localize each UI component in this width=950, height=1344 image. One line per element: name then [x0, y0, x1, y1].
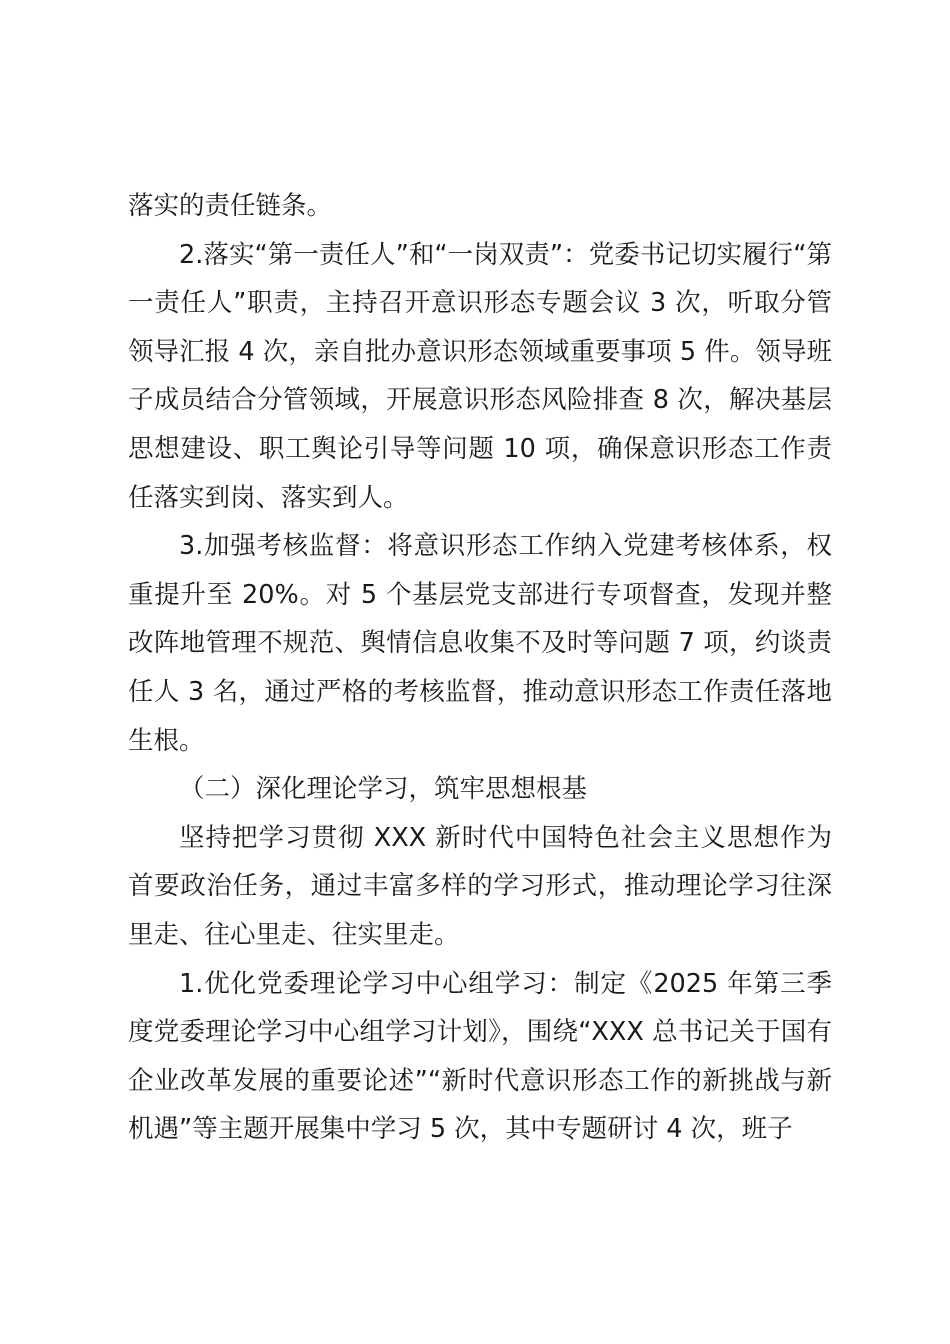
section-heading: （二）深化理论学习，筑牢思想根基 [179, 774, 588, 805]
paragraph-continuation: 落实的责任链条。 [128, 191, 333, 221]
paragraph-item-1: 1.优化党委理论学习中心组学习：制定《2025 年第三季度党委理论学习中心组学习计划》，围绕“XXX 总书记关于国有企业改革发展的重要论述”“新时代意识形态工作的新挑战与新机遇”等主题开展集中学习 5 次，其中专题研讨 4 次，班子 [128, 968, 832, 1145]
document-page [128, 182, 832, 1154]
paragraph-section-intro: 坚持把学习贯彻 XXX 新时代中国特色社会主义思想作为首要政治任务，通过丰富多样的学习形式，推动理论学习往深里走、往心里走、往实里走。 [128, 822, 832, 950]
paragraph-item-2: 2.落实“第一责任人”和“一岗双责”：党委书记切实履行“第一责任人”职责，主持召开意识形态专题会议 3 次，听取分管领导汇报 4 次，亲自批办意识形态领域重要事项 5 件。领导班子成员结合分管领域，开展意识形态风险排查 8 次，解决基层思想建设、职工舆论引导等问题 10 项，确保意识形态工作责任落实到岗、落实到人。 [128, 239, 832, 513]
paragraph-item-3: 3.加强考核监督：将意识形态工作纳入党建考核体系，权重提升至 20%。对 5 个基层党支部进行专项督查，发现并整改阵地管理不规范、舆情信息收集不及时等问题 7 项，约谈责任人 3 名，通过严格的考核监督，推动意识形态工作责任落地生根。 [128, 531, 832, 756]
